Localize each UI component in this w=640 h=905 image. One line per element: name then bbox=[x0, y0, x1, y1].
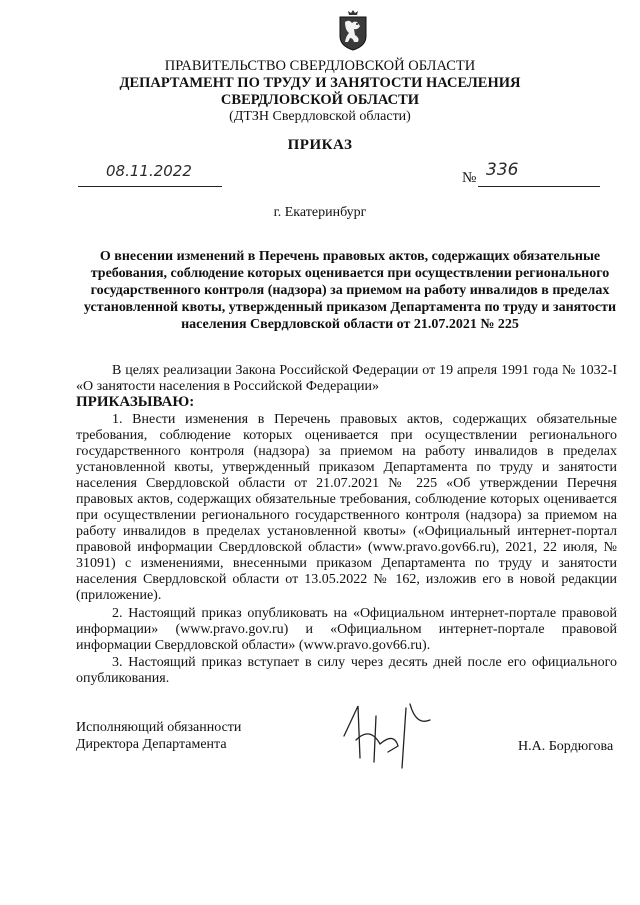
order-item-3: 3. Настоящий приказ вступает в силу через десять дней после его официального опубликования. bbox=[76, 655, 617, 686]
handwritten-number: 336 bbox=[486, 160, 519, 180]
government-name: ПРАВИТЕЛЬСТВО СВЕРДЛОВСКОЙ ОБЛАСТИ bbox=[164, 58, 476, 74]
city-location: г. Екатеринбург bbox=[273, 205, 367, 220]
document-subject: О внесении изменений в Перечень правовых актов, содержащих обязательные требования, соблюдение которых оценивается при осуществлении регионального государственного контроля (надзора) за приемом на работу инвалидов в пределах установленной квоты, утвержденный приказом Департамента по труду и занятости населения Свердловской области от 21.07.2021 № 225 bbox=[83, 249, 617, 332]
order-item-1: 1. Внести изменения в Перечень правовых актов, содержащих обязательные требования, соблюдение которых оценивается при осуществлении регионального государственного контроля (надзора) за приемом на работу инвалидов в пределах установленной квоты, утвержденный приказом Департамента по труду и занятости населения Свердловской области от 21.07.2021 № 225 «Об утверждении Перечня правовых актов, содержащих обязательные требования, соблюдение которых оценивается при осуществлении регионального государственного контроля (надзора) за приемом на работу инвалидов в пределах установленной квоты» («Официальный интернет-портал правовой информации Свердловской области» (www.pravo.gov66.ru), 2021, 22 июля, № 31091) с изменениями, внесенными приказом Департамента по труду и занятости населения Свердловской области от 13.05.2022 № 162, изложив его в новой редакции (приложение). bbox=[76, 412, 617, 603]
coat-of-arms-emblem-icon bbox=[336, 8, 370, 52]
handwritten-signature bbox=[336, 696, 446, 770]
department-name-line2: СВЕРДЛОВСКОЙ ОБЛАСТИ bbox=[220, 92, 420, 108]
signatory-name: Н.А. Бордюгова bbox=[518, 739, 614, 754]
number-label: № bbox=[462, 170, 477, 186]
order-item-2: 2. Настоящий приказ опубликовать на «Официальном интернет-портале правовой информации» (www.pravo.gov.ru) и «Официальном интернет-портале правовой информации Свердловской области» (www.pravo.gov66.ru). bbox=[76, 606, 617, 653]
signatory-position-line2: Директора Департамента bbox=[76, 737, 227, 752]
orders-heading: ПРИКАЗЫВАЮ: bbox=[76, 394, 195, 410]
department-abbreviation: (ДТЗН Свердловской области) bbox=[229, 109, 411, 124]
document-type-title: ПРИКАЗ bbox=[287, 137, 353, 153]
intro-paragraph: В целях реализации Закона Российской Федерации от 19 апреля 1991 года № 1032-I «О занятости населения в Российской Федерации» bbox=[76, 363, 617, 394]
department-name-line1: ДЕПАРТАМЕНТ ПО ТРУДУ И ЗАНЯТОСТИ НАСЕЛЕНИЯ bbox=[119, 75, 521, 91]
signatory-position bbox=[76, 719, 241, 753]
signatory-position-line1: Исполняющий обязанности bbox=[76, 720, 242, 735]
handwritten-date: 08.11.2022 bbox=[106, 162, 192, 180]
